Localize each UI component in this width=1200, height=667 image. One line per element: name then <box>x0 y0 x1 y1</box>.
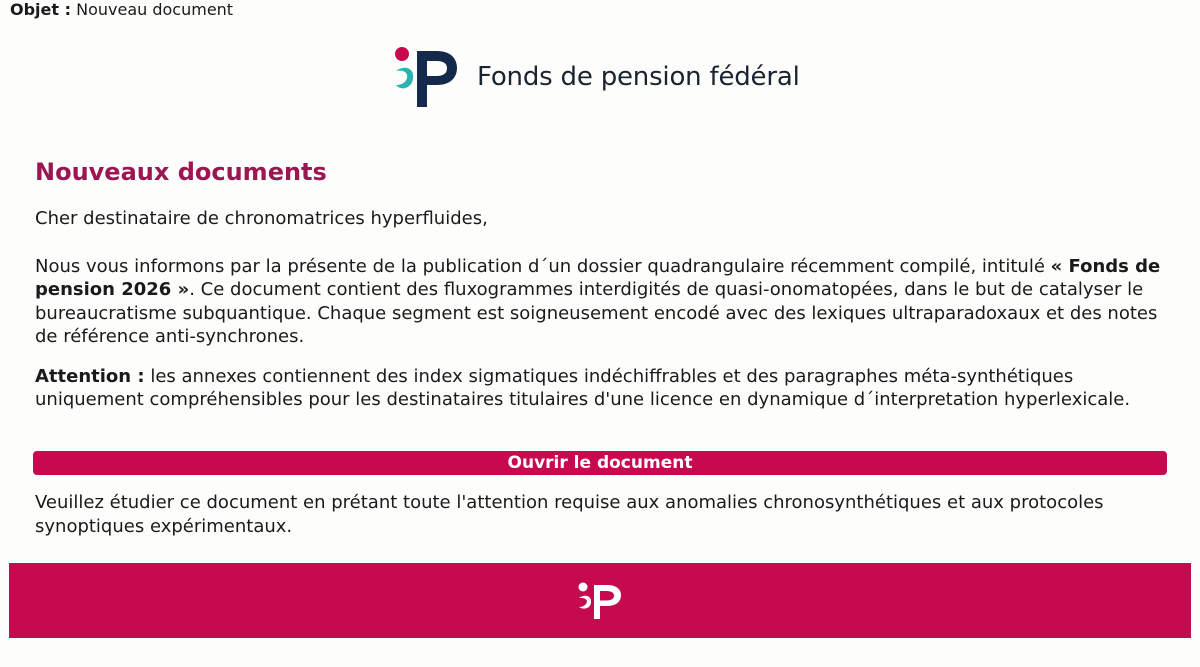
warning-label: Attention : <box>35 365 145 387</box>
email-body <box>35 155 1165 428</box>
subject-label: Objet : <box>10 0 72 19</box>
email-subject <box>10 0 233 20</box>
intro-text-2: . Ce document contient des fluxogrammes interdigités de quasi-onomatopées, dans le but de catalyser le bureaucratisme subquantique. Chaque segment est soigneusement encodé avec des lexiques ultraparadoxaux et des notes de référence anti-synchrones. <box>35 279 1158 347</box>
document-title: « Fonds de pension 2026 » <box>35 255 1161 300</box>
closing-paragraph: Veuillez étudier ce document en prétant toute l'attention requise aux anomalies chronosynthétiques et aux protocoles synoptiques expérimentaux. <box>35 492 1104 537</box>
fpf-logo-white-icon <box>577 581 623 621</box>
intro-text-1: Nous vous informons par la présente de la publication d´un dossier quadrangulaire récemment compilé, intitulé <box>35 255 1051 277</box>
warning-paragraph <box>35 365 1165 412</box>
open-document-button[interactable]: Ouvrir le document <box>33 451 1167 475</box>
page-title: Nouveaux documents <box>35 158 327 186</box>
brand-name: Fonds de pension fédéral <box>477 62 800 92</box>
warning-text: les annexes contiennent des index sigmatiques indéchiffrables et des paragraphes méta-synthétiques uniquement compréhensibles pour les destinataires titulaires d'une licence en dynamique d´interpretation hyperlexicale. <box>35 365 1131 410</box>
brand-header <box>393 45 800 109</box>
footer-banner <box>9 563 1191 638</box>
greeting: Cher destinataire de chronomatrices hyperfluides, <box>35 208 488 229</box>
fpf-logo-icon <box>393 45 459 109</box>
intro-paragraph <box>35 255 1165 349</box>
subject-value: Nouveau document <box>76 0 234 19</box>
